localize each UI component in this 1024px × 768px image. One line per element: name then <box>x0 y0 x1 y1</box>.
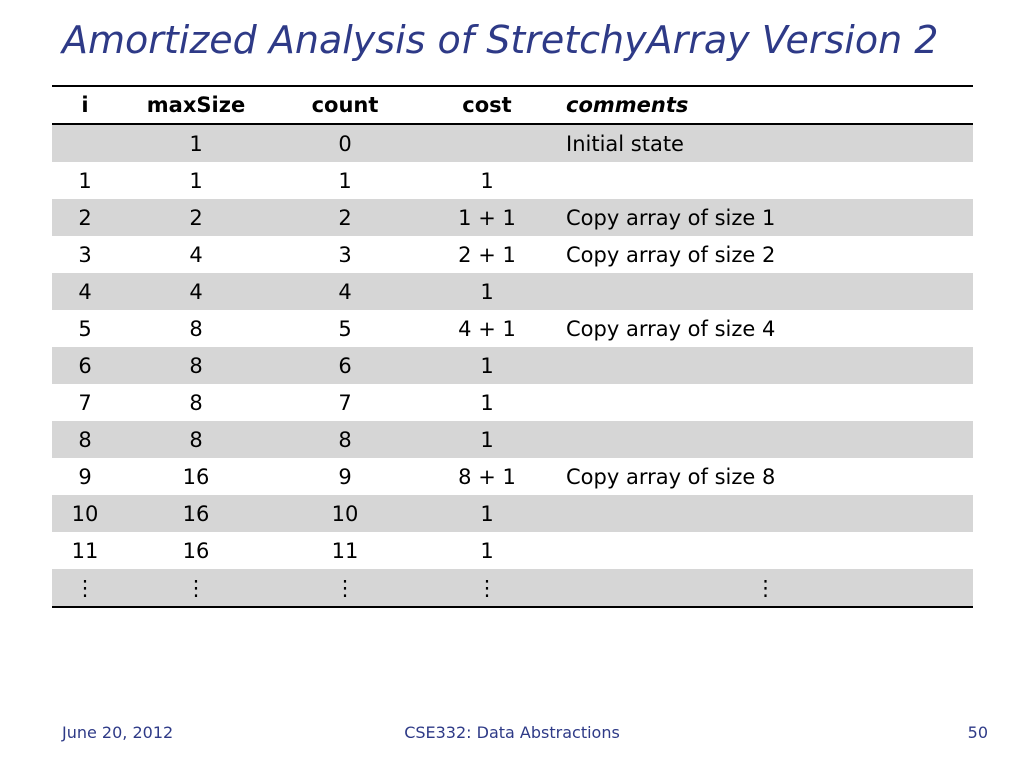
cell-maxsize: 8 <box>118 421 274 458</box>
cell-count: 6 <box>274 347 416 384</box>
table-row <box>52 273 973 310</box>
cell-comments: ⋮ <box>558 569 973 607</box>
cell-comments <box>558 347 973 384</box>
cell-i: 2 <box>52 199 118 236</box>
cell-maxsize: 16 <box>182 538 210 563</box>
cell-i: 6 <box>52 347 118 384</box>
cell-i: 1 <box>78 168 92 193</box>
cell-cost: 1 <box>480 538 494 563</box>
cell-i: 8 <box>52 421 118 458</box>
cell-comments: Initial state <box>558 124 973 162</box>
cell-maxsize: 2 <box>118 199 274 236</box>
header-comments: comments <box>566 93 689 117</box>
cell-count: 9 <box>338 464 352 489</box>
cell-count: 7 <box>338 390 352 415</box>
cell-count: ⋮ <box>274 569 416 607</box>
cell-cost: 1 + 1 <box>416 199 558 236</box>
cell-count: 5 <box>338 316 352 341</box>
cell-i: 4 <box>52 273 118 310</box>
cell-cost: 1 <box>416 495 558 532</box>
cell-count: 1 <box>338 168 352 193</box>
cell-maxsize: 8 <box>189 390 203 415</box>
cell-comments: Copy array of size 1 <box>558 199 973 236</box>
cell-comments <box>558 421 973 458</box>
cell-cost: 2 + 1 <box>458 242 516 267</box>
header-maxsize: maxSize <box>146 93 246 117</box>
cell-comments <box>558 495 973 532</box>
cell-cost <box>416 124 558 162</box>
table-row <box>52 199 973 236</box>
cell-comments <box>558 273 973 310</box>
cell-maxsize: 8 <box>189 316 203 341</box>
cell-cost: 8 + 1 <box>458 464 516 489</box>
header-count: count <box>311 93 379 117</box>
cell-maxsize: 16 <box>182 464 210 489</box>
cell-maxsize: 1 <box>118 124 274 162</box>
cell-maxsize: 1 <box>189 168 203 193</box>
cell-i: 10 <box>52 495 118 532</box>
cell-maxsize: 4 <box>189 242 203 267</box>
table-row <box>52 310 973 347</box>
cell-i: 11 <box>71 538 99 563</box>
table-row <box>52 124 973 162</box>
table-row <box>52 458 973 495</box>
cell-i: ⋮ <box>52 569 118 607</box>
cell-comments <box>558 384 973 421</box>
table-row <box>52 162 973 199</box>
cell-comments <box>558 532 973 569</box>
header-cost: cost <box>462 93 512 117</box>
footer-date: June 20, 2012 <box>62 723 174 742</box>
cell-count: 3 <box>338 242 352 267</box>
cell-cost: 1 <box>416 273 558 310</box>
slide-number: 50 <box>967 723 988 742</box>
cell-comments: Copy array of size 2 <box>566 242 776 267</box>
cell-comments <box>558 162 973 199</box>
cell-count: 10 <box>274 495 416 532</box>
table-row <box>52 532 973 569</box>
header-i: i <box>81 93 89 117</box>
cell-count: 4 <box>274 273 416 310</box>
cell-cost: ⋮ <box>416 569 558 607</box>
table-row <box>52 495 973 532</box>
cell-count: 11 <box>331 538 359 563</box>
cell-count: 8 <box>274 421 416 458</box>
cell-i: 7 <box>78 390 92 415</box>
table-row-ellipsis <box>52 569 973 607</box>
table-row <box>52 236 973 273</box>
table-row <box>52 347 973 384</box>
table-row <box>52 384 973 421</box>
cell-cost: 1 <box>480 390 494 415</box>
cell-maxsize: 8 <box>118 347 274 384</box>
cell-cost: 1 <box>416 347 558 384</box>
footer-course: CSE332: Data Abstractions <box>404 723 620 742</box>
table-row <box>52 421 973 458</box>
amortized-analysis-table <box>52 85 973 608</box>
table-header-row <box>52 86 973 124</box>
cell-i: 3 <box>78 242 92 267</box>
cell-comments: Copy array of size 8 <box>566 464 776 489</box>
cell-cost: 4 + 1 <box>458 316 516 341</box>
cell-comments: Copy array of size 4 <box>566 316 776 341</box>
cell-count: 0 <box>274 124 416 162</box>
cell-cost: 1 <box>416 421 558 458</box>
table-body <box>52 124 973 607</box>
slide-title: Amortized Analysis of StretchyArray Version 2 <box>62 18 939 62</box>
cell-count: 2 <box>274 199 416 236</box>
cell-maxsize: 4 <box>118 273 274 310</box>
cell-maxsize: 16 <box>118 495 274 532</box>
cell-i: 9 <box>78 464 92 489</box>
cell-i: 5 <box>78 316 92 341</box>
cell-cost: 1 <box>480 168 494 193</box>
cell-maxsize: ⋮ <box>118 569 274 607</box>
cell-i <box>52 124 118 162</box>
